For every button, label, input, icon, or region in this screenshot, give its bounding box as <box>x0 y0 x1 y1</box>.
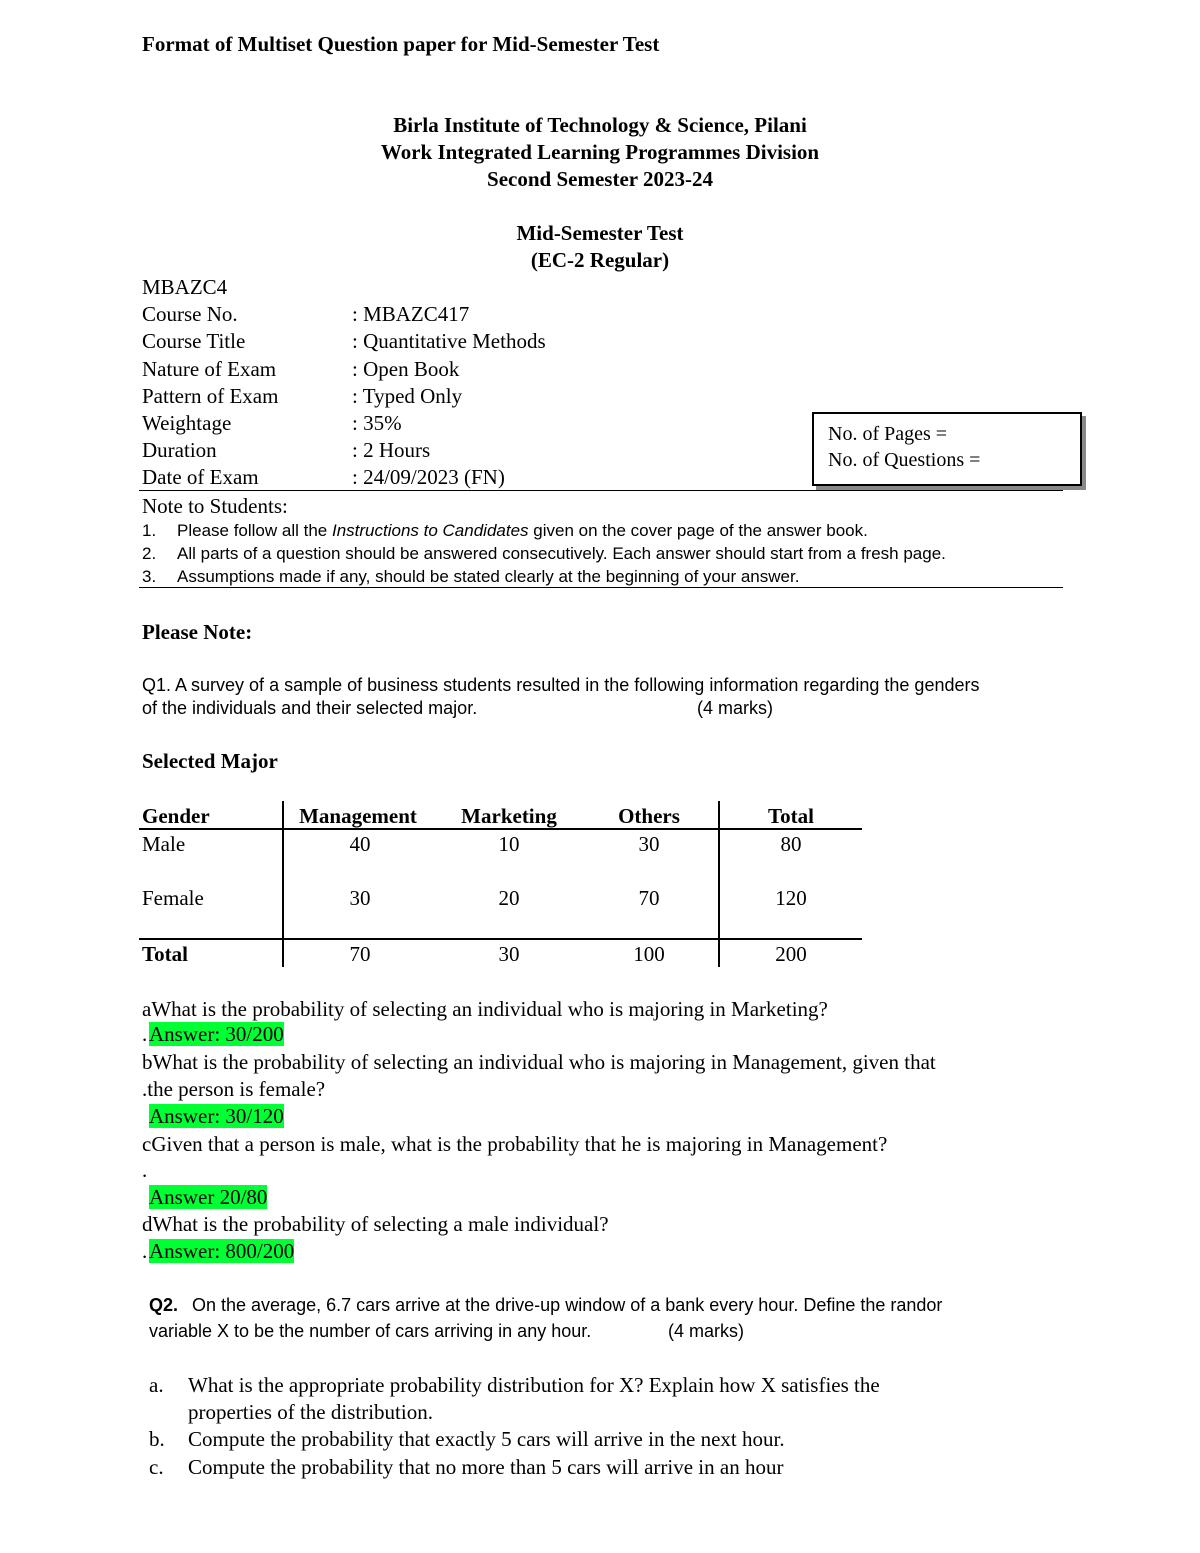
table-cell: Female <box>142 886 204 910</box>
table-header-total: Total <box>768 804 814 828</box>
note-number: 1. <box>142 521 157 540</box>
semester-label: Second Semester 2023-24 <box>487 167 713 191</box>
note-item: All parts of a question should be answered consecutively. Each answer should start from a fresh page. <box>177 544 946 563</box>
table-cell: 200 <box>775 942 807 966</box>
note-emphasis: Instructions to Candidates <box>331 521 529 540</box>
info-label: Duration <box>142 438 217 462</box>
q2-part-a-line2: properties of the distribution. <box>188 1400 433 1424</box>
pages-count-label: No. of Pages = <box>828 423 948 445</box>
q2-number: Q2. <box>149 1295 179 1315</box>
table-cell: 100 <box>633 942 665 966</box>
q2-text-line2: variable X to be the number of cars arriving in any hour. <box>149 1321 592 1341</box>
questions-count-label: No. of Questions = <box>828 449 981 471</box>
info-value: : 35% <box>352 411 402 435</box>
note-text: Please follow all the <box>177 521 332 540</box>
pages-box <box>812 412 1082 486</box>
course-code-line: MBAZC4 <box>142 275 228 299</box>
please-note-heading: Please Note: <box>142 620 253 644</box>
q2-part-a: What is the appropriate probability distribution for X? Explain how X satisfies the <box>188 1373 880 1397</box>
q1-answer-c: Answer 20/80 <box>149 1185 268 1209</box>
note-item: Assumptions made if any, should be stated clearly at the beginning of your answer. <box>177 567 800 586</box>
table-cell: 30 <box>349 886 371 910</box>
note-item <box>177 521 868 541</box>
info-value: : MBAZC417 <box>352 302 470 326</box>
q1-part-b-line2: .the person is female? <box>142 1077 326 1101</box>
q2-text-line1: On the average, 6.7 cars arrive at the drive-up window of a bank every hour. Define the randor <box>192 1295 943 1315</box>
q1-answer-d: Answer: 800/200 <box>149 1239 295 1263</box>
table-cell: 10 <box>498 832 520 856</box>
info-label: Course Title <box>142 329 246 353</box>
info-label: Pattern of Exam <box>142 384 279 408</box>
q1-part-c-dot: . <box>142 1158 148 1182</box>
q2-part-c: Compute the probability that no more than 5 cars will arrive in an hour <box>188 1455 784 1479</box>
note-number: 2. <box>142 544 157 563</box>
note-text: given on the cover page of the answer book. <box>528 521 868 540</box>
q2-part-letter: c. <box>149 1455 164 1479</box>
table-cell: 70 <box>349 942 371 966</box>
test-title: Mid-Semester Test <box>516 221 684 245</box>
q1-marks: (4 marks) <box>697 698 773 718</box>
q2-label <box>149 1295 178 1316</box>
q1-part-a-dot: . <box>142 1022 148 1046</box>
q1-part-c: cGiven that a person is male, what is the probability that he is majoring in Management? <box>142 1132 888 1156</box>
table-cell: 70 <box>638 886 660 910</box>
document-title: Format of Multiset Question paper for Mid-Semester Test <box>142 32 660 56</box>
table-total-rule <box>139 938 862 940</box>
table-header-marketing: Marketing <box>461 804 557 828</box>
info-label: Date of Exam <box>142 465 259 489</box>
divider <box>139 587 1063 588</box>
test-subtitle: (EC-2 Regular) <box>530 248 670 272</box>
table-title: Selected Major <box>142 749 278 773</box>
q1-part-b: bWhat is the probability of selecting an individual who is majoring in Management, given that <box>142 1050 936 1074</box>
q1-text-line1: Q1. A survey of a sample of business students resulted in the following information regarding the genders <box>142 675 980 695</box>
q2-marks: (4 marks) <box>668 1321 744 1341</box>
note-number: 3. <box>142 567 157 586</box>
info-value: : Typed Only <box>352 384 463 408</box>
q1-text-line2: of the individuals and their selected major. <box>142 698 478 718</box>
table-cell: 20 <box>498 886 520 910</box>
q2-part-letter: b. <box>149 1427 165 1451</box>
info-value: : Open Book <box>352 357 460 381</box>
info-label: Weightage <box>142 411 232 435</box>
table-cell: 30 <box>498 942 520 966</box>
info-value: : Quantitative Methods <box>352 329 546 353</box>
note-title: Note to Students: <box>142 494 288 518</box>
table-header-management: Management <box>299 804 417 828</box>
table-column-rule <box>282 801 284 967</box>
info-label: Course No. <box>142 302 238 326</box>
table-cell: 40 <box>349 832 371 856</box>
table-cell: 30 <box>638 832 660 856</box>
division-name: Work Integrated Learning Programmes Division <box>380 140 820 164</box>
q1-answer-b: Answer: 30/120 <box>149 1104 284 1128</box>
table-header-others: Others <box>618 804 680 828</box>
table-header-gender: Gender <box>142 804 210 828</box>
table-cell: 120 <box>775 886 807 910</box>
table-column-rule <box>718 801 720 967</box>
q2-part-letter: a. <box>149 1373 164 1397</box>
q2-part-b: Compute the probability that exactly 5 cars will arrive in the next hour. <box>188 1427 785 1451</box>
institute-name: Birla Institute of Technology & Science, Pilani <box>393 113 807 137</box>
info-label: Nature of Exam <box>142 357 277 381</box>
q1-part-d: dWhat is the probability of selecting a male individual? <box>142 1212 609 1236</box>
q1-part-a: aWhat is the probability of selecting an individual who is majoring in Marketing? <box>142 997 828 1021</box>
info-value: : 24/09/2023 (FN) <box>352 465 505 489</box>
q1-answer-a: Answer: 30/200 <box>149 1022 284 1046</box>
table-cell: 80 <box>780 832 802 856</box>
info-value: : 2 Hours <box>352 438 431 462</box>
table-cell: Total <box>142 942 188 966</box>
table-cell: Male <box>142 832 186 856</box>
table-header-rule <box>139 828 862 830</box>
divider <box>139 490 1063 491</box>
q1-part-d-dot: . <box>142 1239 148 1263</box>
